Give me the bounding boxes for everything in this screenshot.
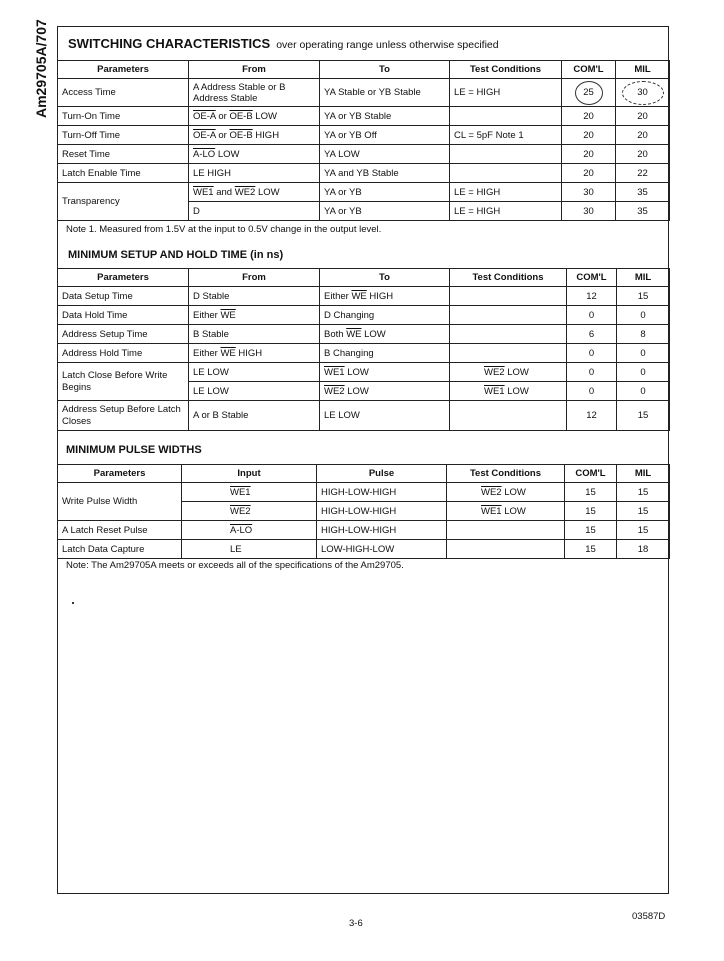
table-row <box>58 344 670 363</box>
from-text: Either <box>193 347 221 359</box>
mil-cell: 15 <box>617 483 670 502</box>
circled-value: 30 <box>622 81 664 105</box>
param-cell: Data Setup Time <box>58 287 189 306</box>
param-cell: Turn-On Time <box>58 107 189 126</box>
overbar-signal: $\overline{WE}$ <box>346 328 362 340</box>
overbar-signal: OE-B <box>229 110 253 122</box>
switching-title-text: SWITCHING CHARACTERISTICS <box>68 36 271 51</box>
pulse-cell: HIGH-LOW-HIGH <box>317 521 447 540</box>
from-text: or <box>215 129 230 141</box>
cond-cell: LE = HIGH <box>450 183 562 202</box>
coml-cell: 20 <box>562 164 616 183</box>
cond-text: LOW <box>501 486 526 498</box>
column-header: COM'L <box>562 61 616 79</box>
mil-cell <box>616 79 670 107</box>
mil-cell: 0 <box>617 344 670 363</box>
from-cell: B Stable <box>189 325 320 344</box>
coml-cell: 30 <box>562 202 616 221</box>
overbar-signal: OE-A <box>193 110 216 122</box>
column-header: Test Conditions <box>447 465 565 483</box>
coml-cell: 20 <box>562 107 616 126</box>
switching-subtitle: over operating range unless otherwise specified <box>276 39 499 51</box>
cond-cell <box>450 382 567 401</box>
coml-cell: 0 <box>567 363 617 382</box>
table-row <box>58 306 670 325</box>
overbar-signal: WE1 <box>230 486 251 498</box>
param-cell: Turn-Off Time <box>58 126 189 145</box>
from-cell: A Address Stable or B Address Stable <box>189 79 320 107</box>
to-text: HIGH <box>366 290 394 302</box>
table-row <box>58 483 670 502</box>
to-text: LOW <box>361 328 386 340</box>
to-cell <box>320 287 450 306</box>
overbar-signal: WE2 <box>484 366 505 378</box>
from-text: Either <box>193 309 221 321</box>
from-cell: A or B Stable <box>189 401 320 431</box>
to-cell: LE LOW <box>320 401 450 431</box>
param-cell: Address Hold Time <box>58 344 189 363</box>
mil-cell: 35 <box>616 202 670 221</box>
mil-cell: 0 <box>617 382 670 401</box>
pulse-cell: HIGH-LOW-HIGH <box>317 483 447 502</box>
from-text: or <box>215 110 230 122</box>
cond-cell <box>447 521 565 540</box>
from-text: and <box>213 186 235 198</box>
to-cell <box>320 363 450 382</box>
cond-cell: LE = HIGH <box>450 79 562 107</box>
cond-cell <box>450 164 562 183</box>
pulse-table <box>57 464 670 559</box>
coml-cell: 0 <box>567 382 617 401</box>
input-cell <box>182 521 317 540</box>
table-header-row <box>58 61 670 79</box>
param-cell: Address Setup Before Latch Closes <box>58 401 189 431</box>
to-cell: D Changing <box>320 306 450 325</box>
circled-value: 25 <box>575 81 603 105</box>
column-header: MIL <box>616 61 670 79</box>
coml-cell: 15 <box>565 521 617 540</box>
switching-table <box>57 60 670 221</box>
overbar-signal: $\overline{WE}$ <box>220 309 236 321</box>
mil-cell: 20 <box>616 145 670 164</box>
coml-cell: 0 <box>567 344 617 363</box>
param-cell: Write Pulse Width <box>58 483 182 521</box>
table-header-row <box>58 269 670 287</box>
mil-cell: 35 <box>616 183 670 202</box>
mil-cell: 15 <box>617 521 670 540</box>
column-header: From <box>189 61 320 79</box>
overbar-signal: WE2 <box>230 505 251 517</box>
mil-cell: 0 <box>617 363 670 382</box>
mil-cell: 20 <box>616 107 670 126</box>
to-cell: YA or YB Off <box>320 126 450 145</box>
overbar-signal: OE-B <box>229 129 253 141</box>
cond-cell: CL = 5pF Note 1 <box>450 126 562 145</box>
overbar-signal: $\overline{WE}$ <box>220 347 236 359</box>
column-header: COM'L <box>565 465 617 483</box>
param-cell: Data Hold Time <box>58 306 189 325</box>
column-header: Parameters <box>58 61 189 79</box>
table-row <box>58 325 670 344</box>
from-cell <box>189 145 320 164</box>
column-header: Input <box>182 465 317 483</box>
from-cell <box>189 306 320 325</box>
pulse-cell: HIGH-LOW-HIGH <box>317 502 447 521</box>
to-cell: YA or YB <box>320 183 450 202</box>
pulse-title: MINIMUM PULSE WIDTHS <box>66 444 202 456</box>
column-header: Parameters <box>58 465 182 483</box>
mil-cell: 8 <box>617 325 670 344</box>
column-header: COM'L <box>567 269 617 287</box>
overbar-signal: OE-A <box>193 129 216 141</box>
overbar-signal: A-LO <box>193 148 216 160</box>
param-cell: A Latch Reset Pulse <box>58 521 182 540</box>
cond-text: LOW <box>501 505 526 517</box>
from-text: HIGH <box>235 347 263 359</box>
cond-cell <box>450 344 567 363</box>
coml-cell: 0 <box>567 306 617 325</box>
coml-cell: 15 <box>565 502 617 521</box>
cond-cell <box>450 287 567 306</box>
overbar-signal: WE1 <box>324 366 345 378</box>
table-row <box>58 521 670 540</box>
to-cell: YA Stable or YB Stable <box>320 79 450 107</box>
to-text: Both <box>324 328 347 340</box>
cond-cell <box>450 401 567 431</box>
table-row <box>58 145 670 164</box>
cond-cell <box>450 107 562 126</box>
cond-text: LOW <box>504 366 529 378</box>
column-header: To <box>320 61 450 79</box>
from-cell <box>189 107 320 126</box>
from-cell: LE HIGH <box>189 164 320 183</box>
overbar-signal: A-LO <box>230 524 253 536</box>
from-text: LOW <box>252 110 277 122</box>
cond-cell: LE = HIGH <box>450 202 562 221</box>
from-cell <box>189 183 320 202</box>
param-cell: Transparency <box>58 183 189 221</box>
to-text: LOW <box>344 366 369 378</box>
cond-cell <box>447 502 565 521</box>
column-header: Pulse <box>317 465 447 483</box>
table-header-row <box>58 465 670 483</box>
overbar-signal: WE2 <box>234 186 256 198</box>
input-cell <box>182 502 317 521</box>
overbar-signal: WE1 <box>484 385 505 397</box>
from-text: LOW <box>255 186 280 198</box>
document-side-label: Am29705A/707 <box>33 19 49 118</box>
column-header: Test Conditions <box>450 269 567 287</box>
overbar-signal: WE2 <box>324 385 345 397</box>
mil-cell: 20 <box>616 126 670 145</box>
overbar-signal: WE2 <box>481 486 502 498</box>
param-cell: Reset Time <box>58 145 189 164</box>
table-row <box>58 540 670 559</box>
to-cell: B Changing <box>320 344 450 363</box>
cond-cell <box>450 363 567 382</box>
table-row <box>58 164 670 183</box>
coml-cell: 20 <box>562 126 616 145</box>
mil-cell: 22 <box>616 164 670 183</box>
column-header: MIL <box>617 465 670 483</box>
setup-table <box>57 268 670 431</box>
overbar-signal: $\overline{WE}$ <box>351 290 367 302</box>
page-number: 3-6 <box>349 918 363 929</box>
param-cell: Access Time <box>58 79 189 107</box>
document-code: 03587D <box>632 911 666 922</box>
coml-cell: 20 <box>562 145 616 164</box>
mil-cell: 18 <box>617 540 670 559</box>
cond-text: LOW <box>504 385 529 397</box>
to-cell: YA and YB Stable <box>320 164 450 183</box>
param-cell: Latch Data Capture <box>58 540 182 559</box>
coml-cell: 12 <box>567 401 617 431</box>
switching-note: Note 1. Measured from 1.5V at the input to 0.5V change in the output level. <box>66 224 382 235</box>
from-cell: LE LOW <box>189 382 320 401</box>
coml-cell: 15 <box>565 540 617 559</box>
setup-title: MINIMUM SETUP AND HOLD TIME (in ns) <box>68 249 284 261</box>
to-text: LOW <box>344 385 369 397</box>
column-header: To <box>320 269 450 287</box>
overbar-signal: WE1 <box>193 186 214 198</box>
cond-cell <box>450 325 567 344</box>
coml-cell: 15 <box>565 483 617 502</box>
mil-cell: 15 <box>617 287 670 306</box>
to-text: Either <box>324 290 352 302</box>
cond-cell <box>447 540 565 559</box>
param-cell: Latch Enable Time <box>58 164 189 183</box>
from-text: LOW <box>215 148 240 160</box>
from-cell <box>189 344 320 363</box>
table-row <box>58 79 670 107</box>
from-cell <box>189 126 320 145</box>
table-row <box>58 401 670 431</box>
mil-cell: 15 <box>617 502 670 521</box>
table-row <box>58 363 670 382</box>
cond-cell <box>450 306 567 325</box>
column-header: Parameters <box>58 269 189 287</box>
to-cell: YA or YB <box>320 202 450 221</box>
column-header: MIL <box>617 269 670 287</box>
param-cell: Latch Close Before Write Begins <box>58 363 189 401</box>
table-row <box>58 107 670 126</box>
to-cell <box>320 325 450 344</box>
from-cell: D Stable <box>189 287 320 306</box>
cond-cell <box>450 145 562 164</box>
table-row <box>58 183 670 202</box>
mil-cell: 0 <box>617 306 670 325</box>
table-row <box>58 126 670 145</box>
speck-mark <box>72 602 74 604</box>
to-cell: YA LOW <box>320 145 450 164</box>
coml-cell: 30 <box>562 183 616 202</box>
switching-title <box>68 36 499 51</box>
overbar-signal: WE1 <box>481 505 502 517</box>
pulse-cell: LOW-HIGH-LOW <box>317 540 447 559</box>
coml-cell: 12 <box>567 287 617 306</box>
cond-cell <box>447 483 565 502</box>
input-cell: LE <box>182 540 317 559</box>
to-cell <box>320 382 450 401</box>
pulse-note: Note: The Am29705A meets or exceeds all of the specifications of the Am29705. <box>66 560 404 571</box>
table-row <box>58 287 670 306</box>
column-header: From <box>189 269 320 287</box>
mil-cell: 15 <box>617 401 670 431</box>
coml-cell <box>562 79 616 107</box>
to-cell: YA or YB Stable <box>320 107 450 126</box>
from-cell: D <box>189 202 320 221</box>
input-cell <box>182 483 317 502</box>
from-cell: LE LOW <box>189 363 320 382</box>
column-header: Test Conditions <box>450 61 562 79</box>
from-text: HIGH <box>252 129 280 141</box>
coml-cell: 6 <box>567 325 617 344</box>
param-cell: Address Setup Time <box>58 325 189 344</box>
